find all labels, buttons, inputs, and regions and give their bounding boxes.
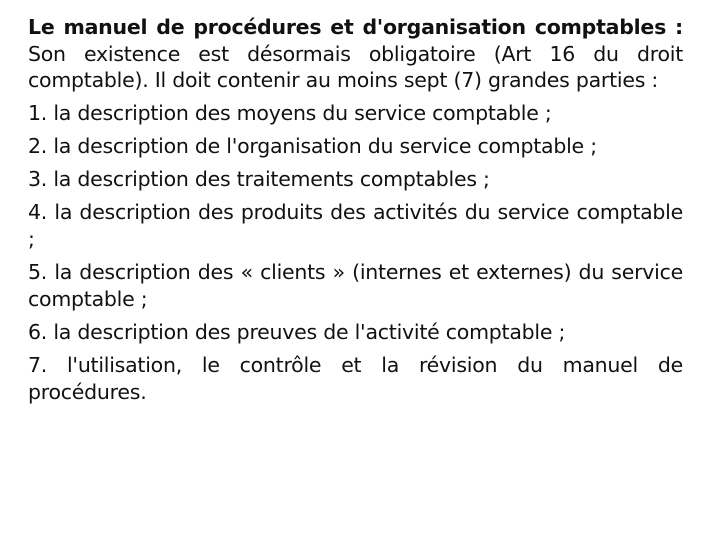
slide-content — [28, 14, 683, 412]
item-text: la description des preuves de l'activité comptable ; — [53, 319, 566, 344]
item-number: 5. — [28, 260, 48, 285]
intro-heading: Le manuel de procédures et d'organisation comptables : — [28, 15, 683, 39]
list-item-2 — [28, 133, 683, 160]
item-number: 7. — [28, 352, 48, 377]
item-text: la description des traitements comptables ; — [53, 167, 490, 192]
list-item-6 — [28, 319, 683, 346]
intro-paragraph — [28, 14, 683, 94]
item-number: 2. — [28, 134, 48, 159]
item-text: la description de l'organisation du service comptable ; — [53, 134, 597, 159]
item-text: la description des moyens du service comptable ; — [53, 101, 552, 126]
list-item-7 — [28, 352, 683, 405]
item-number: 1. — [28, 101, 48, 126]
item-text: la description des « clients » (internes et externes) du service comptable ; — [28, 260, 683, 311]
list-item-5 — [28, 259, 683, 312]
list-item-4 — [28, 199, 683, 252]
intro-text: Son existence est désormais obligatoire (Art 16 du droit comptable). Il doit contenir au moins sept (7) grandes parties : — [28, 41, 683, 93]
item-text: la description des produits des activités du service comptable ; — [28, 200, 683, 252]
item-number: 3. — [28, 167, 48, 192]
item-number: 6. — [28, 319, 48, 344]
list-item-1 — [28, 100, 683, 127]
item-number: 4. — [28, 200, 48, 225]
item-text: l'utilisation, le contrôle et la révision du manuel de procédures. — [28, 352, 683, 404]
list-item-3 — [28, 166, 683, 193]
